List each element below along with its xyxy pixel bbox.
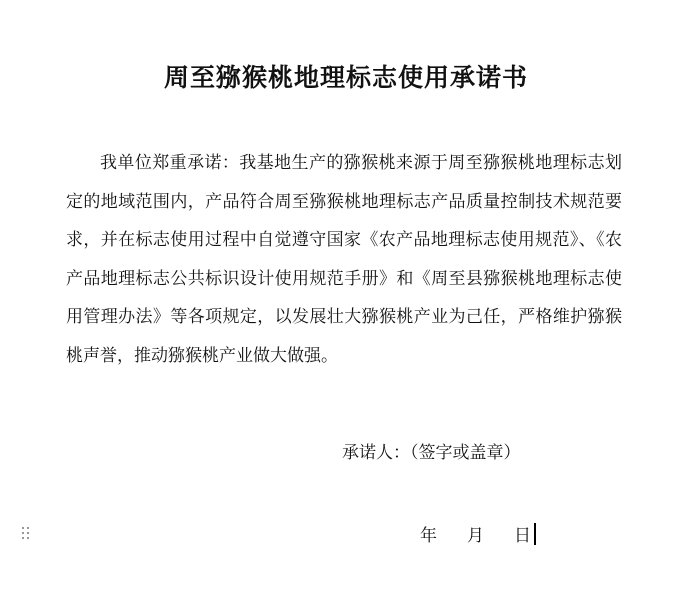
signer-line[interactable]: 承诺人：（签字或盖章）: [342, 443, 521, 463]
commitment-paragraph[interactable]: 我单位郑重承诺：我基地生产的猕猴桃来源于周至猕猴桃地理标志划定的地域范围内，产品符合周至猕猴桃地理标志产品质量控制技术规范要求，并在标志使用过程中自觉遵守国家《农产品地理标志使用规范》、《农产品地理标志公共标识设计使用规范手册》和《周至县猕猴桃地理标志使用管理办法》等各项规定，以发展壮大猕猴桃产业为己任，严格维护猕猴桃声誉，推动猕猴桃产业做大做强。: [66, 153, 622, 366]
date-line[interactable]: [420, 521, 536, 546]
document-title: 周至猕猴桃地理标志使用承诺书: [163, 63, 528, 92]
date-month-label: 月: [467, 526, 484, 546]
date-year-label: 年: [420, 526, 437, 546]
drag-handle-icon[interactable]: [22, 527, 32, 541]
text-cursor: [534, 523, 536, 545]
date-day-label: 日: [514, 526, 531, 546]
